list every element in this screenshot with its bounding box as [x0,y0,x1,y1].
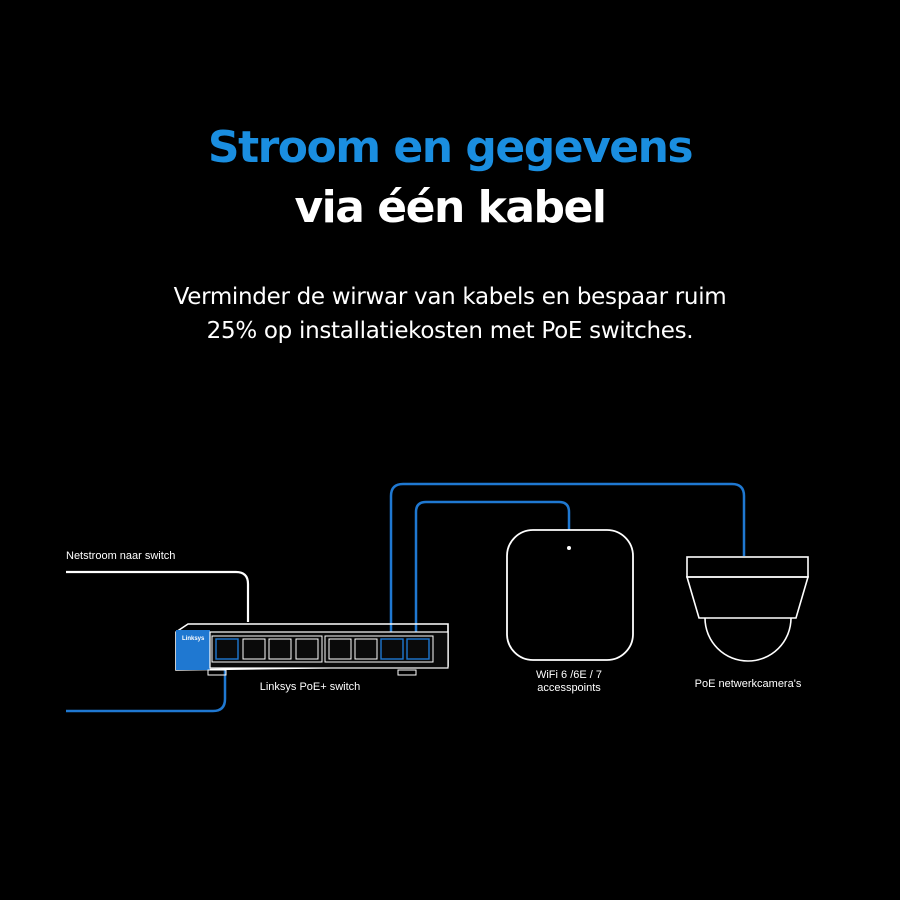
subtitle-line-2: 25% op installatiekosten met PoE switches. [206,318,694,344]
ap-label-line-1: WiFi 6 /6E / 7 [535,669,603,681]
title-line-2: via één kabel [294,182,606,233]
switch-brand-label: Linksys [182,636,205,642]
camera-label: PoE netwerkcamera's [694,678,802,690]
power-cable [66,572,248,622]
ap-cable [416,502,569,640]
ap-label-line-2: accesspoints [537,682,601,694]
switch-label: Linksys PoE+ switch [259,681,361,693]
poe-switch [176,624,448,675]
title-line-1: Stroom en gegevens [207,122,693,173]
access-point-icon [507,530,633,660]
subtitle-line-1: Verminder de wirwar van kabels en bespaar ruim [173,284,727,310]
dome-camera-icon [687,557,808,661]
power-label: Netstroom naar switch [66,550,176,562]
